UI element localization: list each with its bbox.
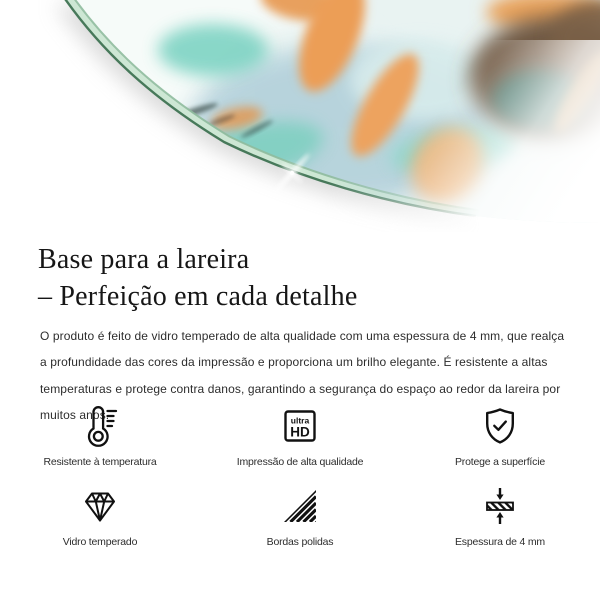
- page-title: [38, 241, 578, 315]
- feature-tempered-glass: [0, 483, 200, 548]
- feature-print-quality: [200, 403, 400, 468]
- ultra-hd-badge-top: ultra: [290, 415, 310, 426]
- feature-label: Resistente à temperatura: [43, 456, 157, 468]
- feature-thickness: [400, 483, 600, 548]
- feature-label: Espessura de 4 mm: [455, 536, 545, 548]
- polished-edges-icon: [278, 483, 322, 529]
- thermometer-icon: [78, 403, 122, 449]
- diamond-icon: [78, 483, 122, 529]
- description-line: a profundidade das cores da impressão e proporciona um brilho elegante. É resistente a altas: [40, 355, 548, 370]
- page-title-line2: – Perfeição em cada detalhe: [38, 280, 358, 312]
- feature-label: Bordas polidas: [266, 536, 334, 548]
- ultra-hd-icon: [278, 403, 322, 449]
- glass-disc-illustration: [0, 0, 600, 232]
- feature-grid: [0, 403, 600, 548]
- thickness-icon: [478, 483, 522, 529]
- description-line: muitos anos.: [40, 407, 110, 422]
- feature-label: Impressão de alta qualidade: [236, 456, 364, 468]
- feature-temperature-resistant: [0, 403, 200, 468]
- feature-polished-edges: [200, 483, 400, 548]
- page-title-line1: Base para a lareira: [38, 243, 250, 275]
- shield-check-icon: [478, 403, 522, 449]
- product-image-glass-disc: [0, 0, 600, 232]
- description-line: O produto é feito de vidro temperado de alta qualidade com uma espessura de 4 mm, que realça: [40, 329, 565, 343]
- feature-label: Vidro temperado: [62, 536, 138, 548]
- ultra-hd-badge-bottom: HD: [290, 424, 310, 440]
- description-line: temperaturas e protege contra danos, garantindo a segurança do espaço ao redor da lareira por: [40, 381, 561, 396]
- feature-label: Protege a superfície: [455, 456, 545, 468]
- feature-protects-surface: [400, 403, 600, 468]
